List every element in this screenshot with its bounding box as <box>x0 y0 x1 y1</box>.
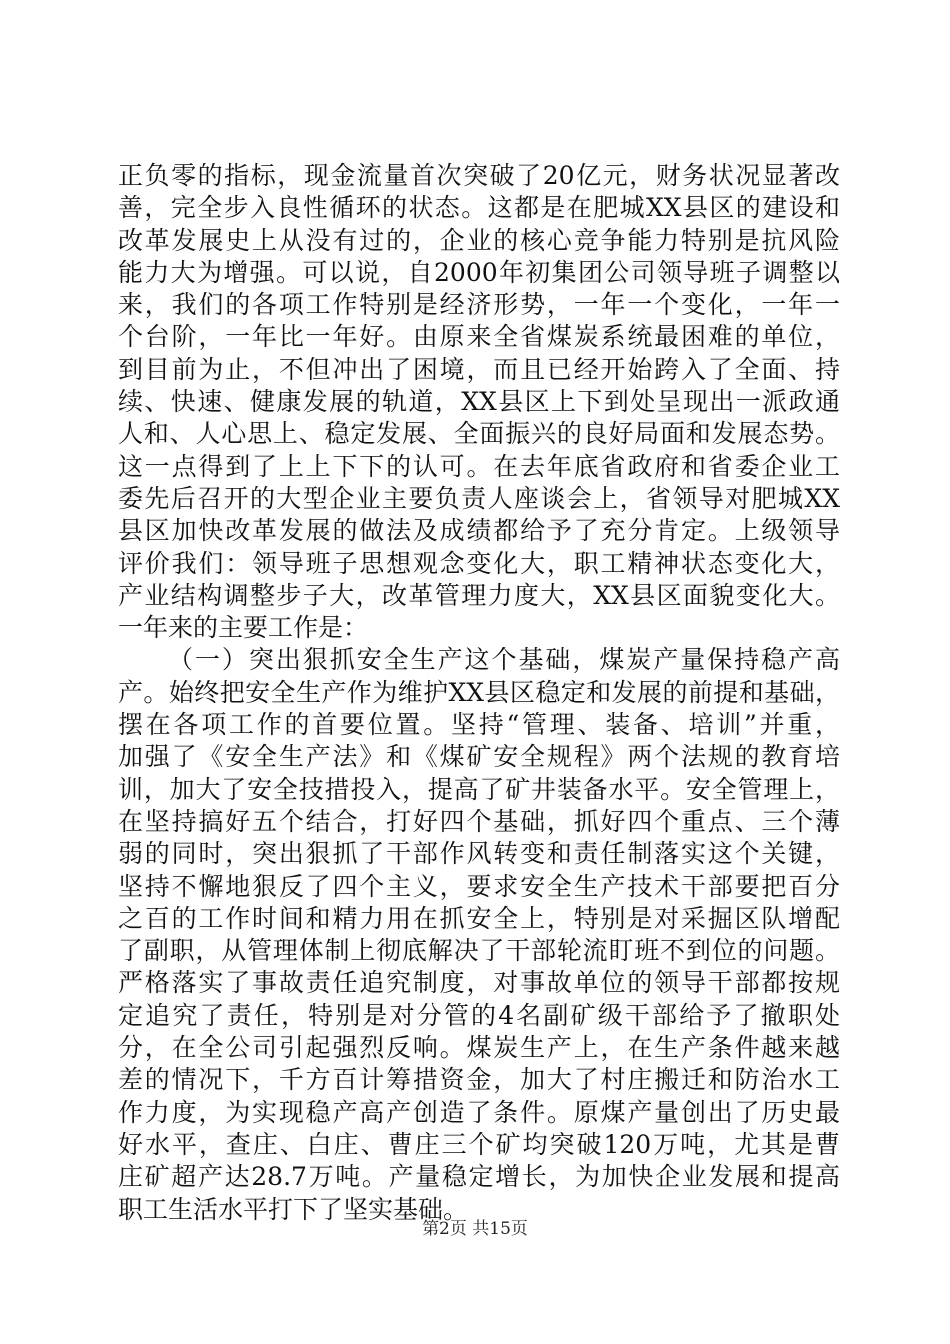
text-line: 委先后召开的大型企业主要负责人座谈会上，省领导对肥城XX <box>118 483 840 513</box>
text-line: 弱的同时，突出狠抓了干部作风转变和责任制落实这个关键， <box>118 839 840 869</box>
text-line: 正负零的指标，现金流量首次突破了20亿元，财务状况显著改 <box>118 161 840 190</box>
text-line: 摆在各项工作的首要位置。坚持“管理、装备、培训”并重， <box>118 710 840 740</box>
text-line: 改革发展史上从没有过的，企业的核心竞争能力特别是抗风险 <box>118 225 840 255</box>
page-number-footer: 第2页 共15页 <box>422 1219 528 1239</box>
section-heading-line: （一）突出狠抓安全生产这个基础，煤炭产量保持稳产高 <box>168 645 840 675</box>
text-line: 在坚持搞好五个结合，打好四个基础，抓好四个重点、三个薄 <box>118 806 840 836</box>
text-line: 严格落实了事故责任追究制度，对事故单位的领导干部都按规 <box>118 968 840 998</box>
body-text <box>118 160 840 1226</box>
text-line: 这一点得到了上上下下的认可。在去年底省政府和省委企业工 <box>118 451 840 481</box>
text-line: 到目前为止，不但冲出了困境，而且已经开始跨入了全面、持 <box>118 354 840 384</box>
text-line: 坚持不懈地狠反了四个主义，要求安全生产技术干部要把百分 <box>118 871 840 901</box>
text-line: 庄矿超产达28.7万吨。产量稳定增长，为加快企业发展和提高 <box>118 1162 840 1192</box>
text-line: 定追究了责任，特别是对分管的4名副矿级干部给予了撤职处 <box>118 1000 840 1030</box>
text-line: 了副职，从管理体制上彻底解决了干部轮流盯班不到位的问题。 <box>118 936 840 966</box>
text-line: 训，加大了安全技措投入，提高了矿井装备水平。安全管理上， <box>118 774 840 804</box>
text-line: 个台阶，一年比一年好。由原来全省煤炭系统最困难的单位， <box>118 322 840 352</box>
text-line: 产业结构调整步子大，改革管理力度大，XX县区面貌变化大。 <box>118 580 840 610</box>
text-line: 分，在全公司引起强烈反响。煤炭生产上，在生产条件越来越 <box>118 1033 840 1063</box>
text-line: 人和、人心思上、稳定发展、全面振兴的良好局面和发展态势。 <box>118 419 840 449</box>
text-line: 职工生活水平打下了坚实基础。 <box>118 1194 469 1224</box>
text-line: 之百的工作时间和精力用在抓安全上，特别是对采掘区队增配 <box>118 903 840 933</box>
text-line: 续、快速、健康发展的轨道，XX县区上下到处呈现出一派政通 <box>118 387 840 417</box>
text-line: 作力度，为实现稳产高产创造了条件。原煤产量创出了历史最 <box>118 1097 840 1127</box>
text-line: 能力大为增强。可以说，自2000年初集团公司领导班子调整以 <box>118 257 840 287</box>
text-line: 产。始终把安全生产作为维护XX县区稳定和发展的前提和基础， <box>118 677 840 707</box>
text-line: 县区加快改革发展的做法及成绩都给予了充分肯定。上级领导 <box>118 516 840 546</box>
text-line: 差的情况下，千方百计筹措资金，加大了村庄搬迁和防治水工 <box>118 1065 840 1095</box>
text-line: 一年来的主要工作是： <box>118 613 369 643</box>
text-line: 来，我们的各项工作特别是经济形势，一年一个变化，一年一 <box>118 290 840 320</box>
text-line: 评价我们：领导班子思想观念变化大，职工精神状态变化大， <box>118 548 840 578</box>
text-line: 善，完全步入良性循环的状态。这都是在肥城XX县区的建设和 <box>118 193 840 223</box>
text-line: 加强了《安全生产法》和《煤矿安全规程》两个法规的教育培 <box>118 742 840 772</box>
text-line: 好水平，查庄、白庄、曹庄三个矿均突破120万吨，尤其是曹 <box>118 1129 840 1159</box>
